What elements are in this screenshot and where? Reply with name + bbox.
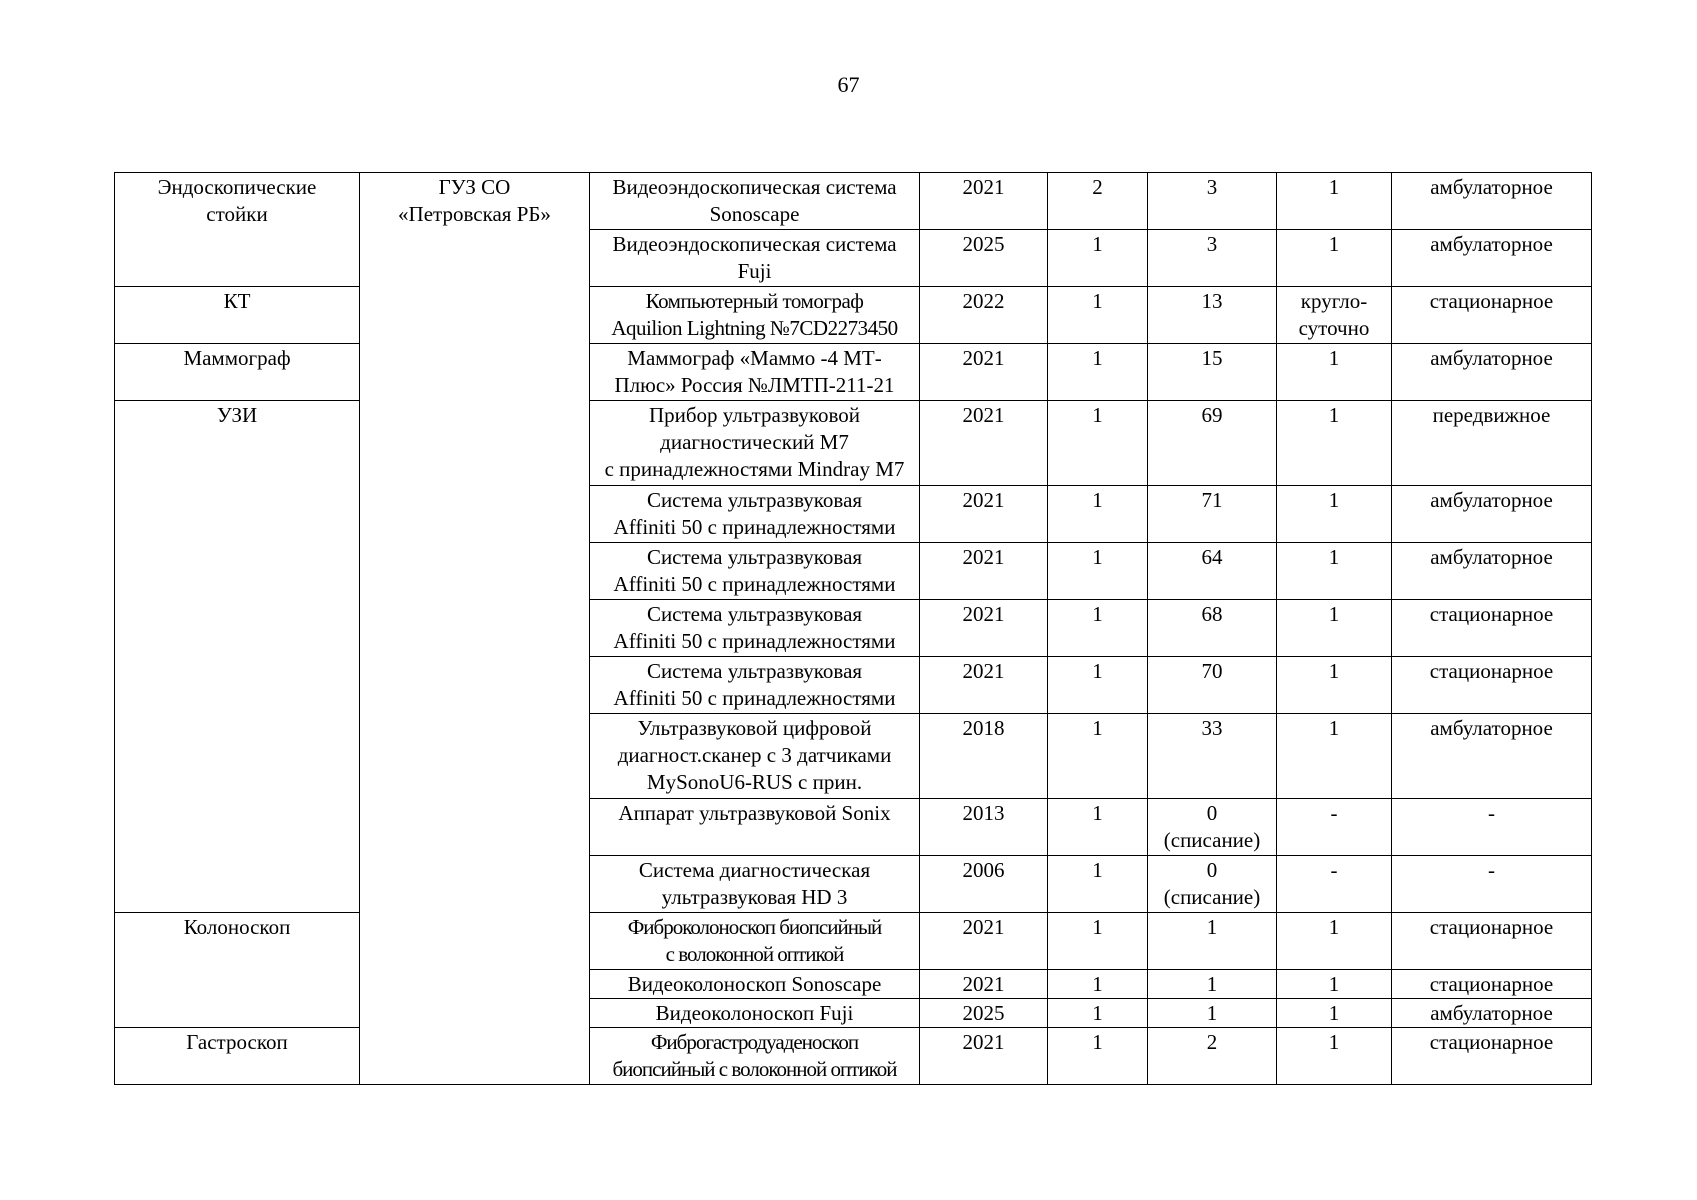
equipment-value: 71 (1148, 486, 1277, 543)
equipment-value: 1 (1148, 970, 1277, 999)
equipment-year: 2021 (920, 401, 1048, 486)
equipment-value: 3 (1148, 173, 1277, 230)
equipment-year: 2021 (920, 1028, 1048, 1085)
equipment-quantity: 1 (1048, 999, 1148, 1028)
equipment-value: 13 (1148, 287, 1277, 344)
equipment-mode: стационарное (1392, 1028, 1592, 1085)
equipment-year: 2025 (920, 230, 1048, 287)
equipment-quantity: 1 (1048, 1028, 1148, 1085)
equipment-year: 2021 (920, 486, 1048, 543)
equipment-value: 2 (1148, 1028, 1277, 1085)
equipment-shift: 1 (1277, 970, 1392, 999)
equipment-shift: 1 (1277, 486, 1392, 543)
organization-name: ГУЗ СО «Петровская РБ» (360, 173, 590, 1085)
table-row (115, 1028, 1592, 1085)
table-row (115, 173, 1592, 230)
equipment-value: 15 (1148, 344, 1277, 401)
equipment-name: Прибор ультразвуковой диагностический М7 с принадлежностями Mindray M7 (590, 401, 920, 486)
equipment-table (114, 172, 1592, 1085)
equipment-mode: амбулаторное (1392, 230, 1592, 287)
equipment-mode: амбулаторное (1392, 543, 1592, 600)
equipment-name: Система диагностическая ультразвуковая HD 3 (590, 856, 920, 913)
equipment-value: 0 (списание) (1148, 799, 1277, 856)
table-row (115, 913, 1592, 970)
equipment-quantity: 1 (1048, 970, 1148, 999)
equipment-category: Колоноскоп (115, 913, 360, 1028)
equipment-year: 2013 (920, 799, 1048, 856)
equipment-shift: 1 (1277, 600, 1392, 657)
equipment-mode: стационарное (1392, 657, 1592, 714)
equipment-category: КТ (115, 287, 360, 344)
equipment-name: Система ультразвуковая Affiniti 50 с принадлежностями (590, 600, 920, 657)
equipment-category: Маммограф (115, 344, 360, 401)
equipment-quantity: 1 (1048, 287, 1148, 344)
equipment-quantity: 1 (1048, 856, 1148, 913)
equipment-value: 70 (1148, 657, 1277, 714)
equipment-year: 2022 (920, 287, 1048, 344)
equipment-year: 2018 (920, 714, 1048, 799)
equipment-name: Компьютерный томограф Aquilion Lightning №7CD2273450 (590, 287, 920, 344)
equipment-year: 2021 (920, 600, 1048, 657)
equipment-quantity: 1 (1048, 486, 1148, 543)
equipment-quantity: 1 (1048, 401, 1148, 486)
equipment-shift: 1 (1277, 401, 1392, 486)
equipment-quantity: 1 (1048, 344, 1148, 401)
equipment-shift: 1 (1277, 657, 1392, 714)
equipment-mode: стационарное (1392, 287, 1592, 344)
equipment-mode: стационарное (1392, 913, 1592, 970)
equipment-quantity: 1 (1048, 799, 1148, 856)
equipment-shift: 1 (1277, 999, 1392, 1028)
equipment-shift: 1 (1277, 230, 1392, 287)
equipment-mode: амбулаторное (1392, 344, 1592, 401)
equipment-category: УЗИ (115, 401, 360, 913)
equipment-name: Ультразвуковой цифровой диагност.сканер с 3 датчиками MySonoU6-RUS с прин. (590, 714, 920, 799)
equipment-year: 2006 (920, 856, 1048, 913)
equipment-mode: амбулаторное (1392, 486, 1592, 543)
equipment-mode: стационарное (1392, 600, 1592, 657)
equipment-name: Фиброгастродуаденоскоп биопсийный с волоконной оптикой (590, 1028, 920, 1085)
equipment-year: 2021 (920, 543, 1048, 600)
equipment-shift: 1 (1277, 1028, 1392, 1085)
equipment-mode: амбулаторное (1392, 714, 1592, 799)
equipment-value: 64 (1148, 543, 1277, 600)
equipment-mode: амбулаторное (1392, 173, 1592, 230)
equipment-value: 3 (1148, 230, 1277, 287)
equipment-mode: - (1392, 799, 1592, 856)
equipment-shift: 1 (1277, 543, 1392, 600)
equipment-shift: 1 (1277, 173, 1392, 230)
equipment-shift: 1 (1277, 714, 1392, 799)
equipment-quantity: 1 (1048, 230, 1148, 287)
table-row (115, 287, 1592, 344)
equipment-year: 2021 (920, 173, 1048, 230)
page-number: 67 (837, 72, 860, 97)
equipment-value: 69 (1148, 401, 1277, 486)
equipment-shift: - (1277, 799, 1392, 856)
equipment-quantity: 1 (1048, 543, 1148, 600)
equipment-year: 2021 (920, 913, 1048, 970)
equipment-name: Система ультразвуковая Affiniti 50 с принадлежностями (590, 543, 920, 600)
equipment-name: Видеоколоноскоп Fuji (590, 999, 920, 1028)
equipment-name: Аппарат ультразвуковой Sonix (590, 799, 920, 856)
equipment-quantity: 1 (1048, 657, 1148, 714)
equipment-mode: передвижное (1392, 401, 1592, 486)
equipment-quantity: 1 (1048, 913, 1148, 970)
equipment-mode: - (1392, 856, 1592, 913)
equipment-quantity: 1 (1048, 600, 1148, 657)
equipment-quantity: 2 (1048, 173, 1148, 230)
equipment-mode: амбулаторное (1392, 999, 1592, 1028)
equipment-mode: стационарное (1392, 970, 1592, 999)
equipment-name: Система ультразвуковая Affiniti 50 с принадлежностями (590, 486, 920, 543)
equipment-name: Система ультразвуковая Affiniti 50 с принадлежностями (590, 657, 920, 714)
equipment-value: 0 (списание) (1148, 856, 1277, 913)
equipment-value: 1 (1148, 999, 1277, 1028)
equipment-shift: 1 (1277, 913, 1392, 970)
equipment-year: 2025 (920, 999, 1048, 1028)
equipment-shift: кругло- суточно (1277, 287, 1392, 344)
equipment-quantity: 1 (1048, 714, 1148, 799)
equipment-value: 68 (1148, 600, 1277, 657)
equipment-value: 33 (1148, 714, 1277, 799)
equipment-name: Фиброколоноскоп биопсийный с волоконной оптикой (590, 913, 920, 970)
equipment-year: 2021 (920, 344, 1048, 401)
equipment-name: Маммограф «Маммо -4 МТ- Плюс» Россия №ЛМТП-211-21 (590, 344, 920, 401)
equipment-shift: - (1277, 856, 1392, 913)
equipment-category: Эндоскопические стойки (115, 173, 360, 287)
equipment-name: Видеоэндоскопическая система Sonoscape (590, 173, 920, 230)
equipment-year: 2021 (920, 657, 1048, 714)
table-row (115, 401, 1592, 486)
equipment-year: 2021 (920, 970, 1048, 999)
equipment-shift: 1 (1277, 344, 1392, 401)
equipment-category: Гастроскоп (115, 1028, 360, 1085)
equipment-name: Видеоколоноскоп Sonoscape (590, 970, 920, 999)
table-row (115, 344, 1592, 401)
equipment-name: Видеоэндоскопическая система Fuji (590, 230, 920, 287)
equipment-value: 1 (1148, 913, 1277, 970)
